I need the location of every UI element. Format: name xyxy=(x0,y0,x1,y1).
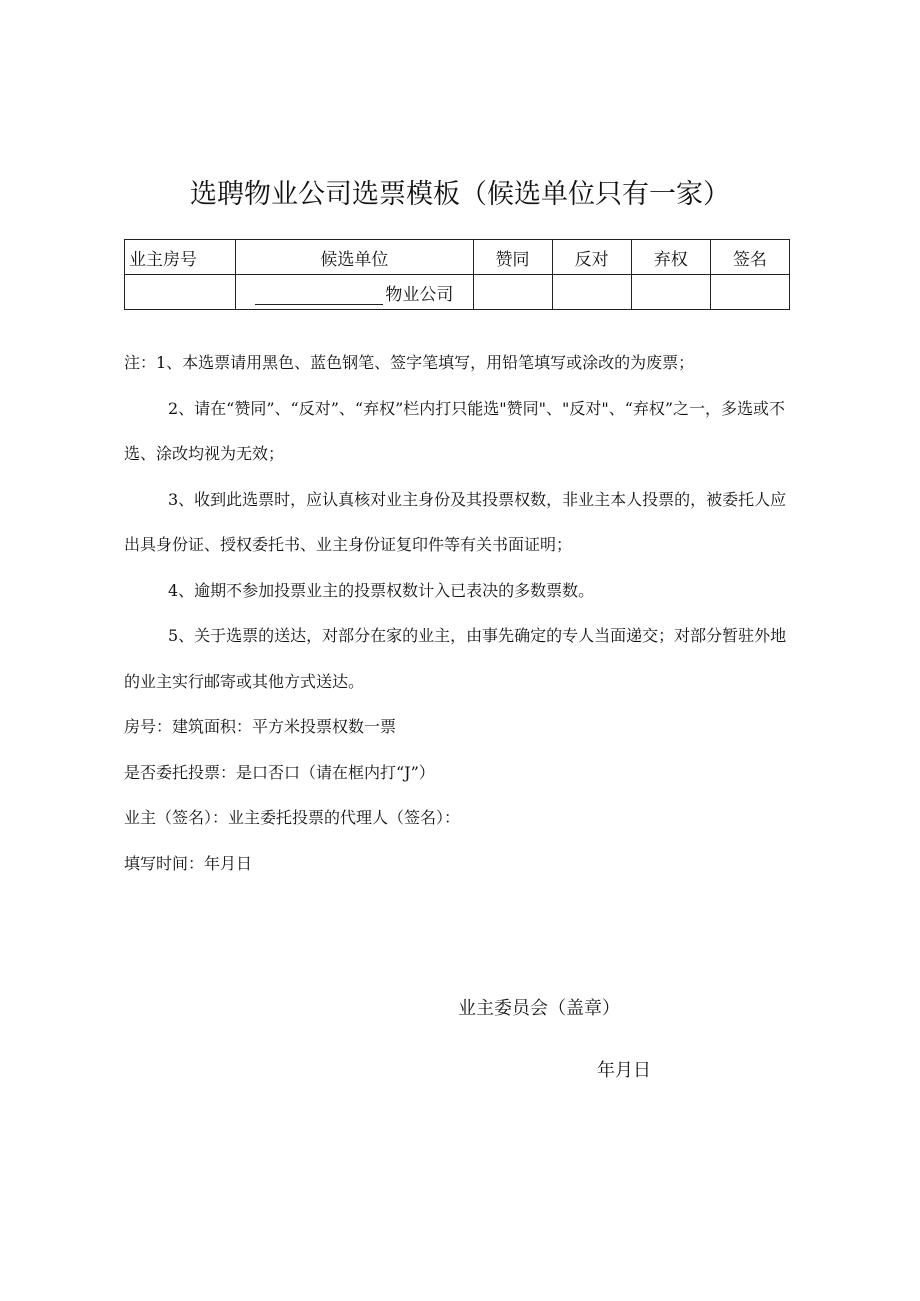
cell-candidate[interactable] xyxy=(236,275,473,310)
table-header-row xyxy=(125,240,790,275)
note-5: 5、关于选票的送达，对部分在家的业主，由事先确定的专人当面递交；对部分暂驻外地的业主实行邮寄或其他方式送达。 xyxy=(124,626,787,691)
header-signature: 签名 xyxy=(710,240,789,275)
header-abstain: 弃权 xyxy=(631,240,710,275)
owner-signature-line: 业主（签名）：业主委托投票的代理人（签名）： xyxy=(124,808,461,827)
note-1: 注：1、本选票请用黑色、蓝色钢笔、签字笔填写，用铅笔填写或涂改的为废票； xyxy=(124,353,695,372)
committee-date-label: 年月日 xyxy=(597,1060,651,1081)
cell-oppose[interactable] xyxy=(552,275,631,310)
delegate-line: 是否委托投票：是口否口（请在框内打“J”） xyxy=(124,762,435,782)
cell-signature[interactable] xyxy=(710,275,789,310)
note-3: 3、收到此选票时，应认真核对业主身份及其投票权数，非业主本人投票的，被委托人应出具身份证、授权委托书、业主身份证复印件等有关书面证明； xyxy=(124,489,787,554)
notes-section xyxy=(124,340,796,886)
cell-agree[interactable] xyxy=(473,275,552,310)
candidate-suffix: 物业公司 xyxy=(385,284,454,305)
header-candidate: 候选单位 xyxy=(236,240,473,275)
note-4: 4、逾期不参加投票业主的投票权数计入已表决的多数票数。 xyxy=(168,580,595,600)
header-oppose: 反对 xyxy=(552,240,631,275)
fill-time-line: 填写时间：年月日 xyxy=(124,853,253,873)
committee-seal-label: 业主委员会（盖章） xyxy=(458,998,620,1019)
room-area-line: 房号：建筑面积：平方米投票权数一票 xyxy=(124,717,397,736)
ballot-table xyxy=(124,239,790,310)
note-2: 2、请在“赞同”、“反对”、“弃权”栏内打只能选"赞同"、"反对"、“弃权”之一，多选或不选、涂改均视为无效； xyxy=(124,398,786,463)
header-agree: 赞同 xyxy=(473,240,552,275)
page-title: 选聘物业公司选票模板（候选单位只有一家） xyxy=(190,179,730,210)
cell-room[interactable] xyxy=(125,275,236,310)
table-row xyxy=(125,275,790,310)
header-room: 业主房号 xyxy=(125,240,236,275)
candidate-blank[interactable] xyxy=(255,287,383,305)
cell-abstain[interactable] xyxy=(631,275,710,310)
